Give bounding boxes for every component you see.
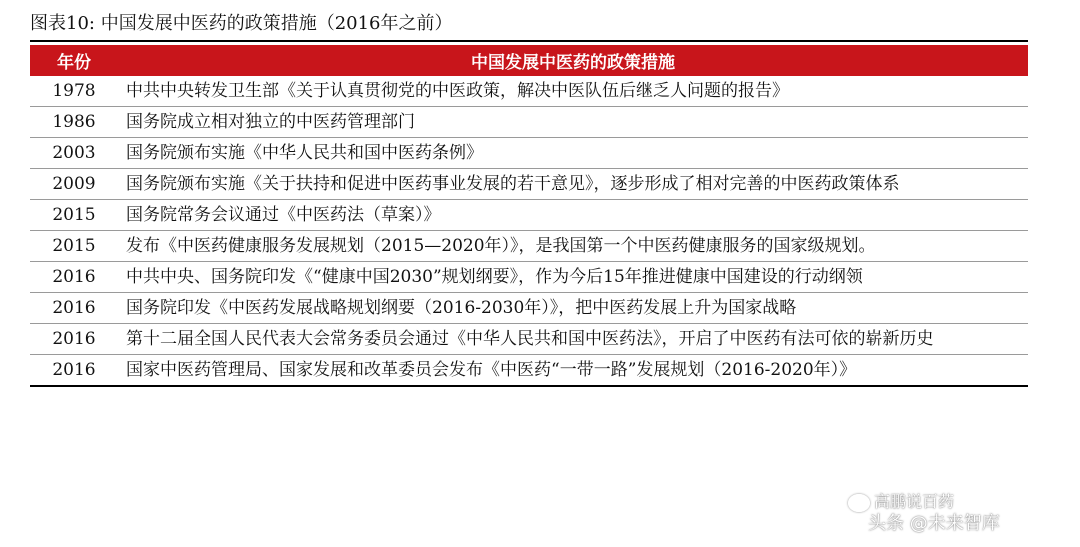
row-year: 1978: [30, 76, 118, 107]
table-row: [30, 138, 1028, 169]
row-year: 2016: [30, 262, 118, 293]
row-policy: 国务院印发《中医药发展战略规划纲要（2016-2030年）》，把中医药发展上升为国家战略: [118, 293, 1028, 324]
table-row: [30, 355, 1028, 387]
table-row: [30, 200, 1028, 231]
row-policy: 中共中央、国务院印发《“健康中国2030”规划纲要》，作为今后15年推进健康中国建设的行动纲领: [118, 262, 1028, 293]
row-policy: 国务院成立相对独立的中医药管理部门: [118, 107, 1028, 138]
watermark: [848, 489, 1058, 534]
row-policy: 国家中医药管理局、国家发展和改革委员会发布《中医药“一带一路”发展规划（2016-2020年）》: [118, 355, 1028, 387]
watermark-account: 高鹏说百药: [874, 492, 955, 511]
row-year: 2016: [30, 293, 118, 324]
row-policy: 国务院颁布实施《中华人民共和国中医药条例》: [118, 138, 1028, 169]
row-policy: 发布《中医药健康服务发展规划（2015—2020年）》，是我国第一个中医药健康服务的国家级规划。: [118, 231, 1028, 262]
row-year: 2015: [30, 200, 118, 231]
row-policy: 国务院常务会议通过《中医药法（草案）》: [118, 200, 1028, 231]
row-year: 1986: [30, 107, 118, 138]
table-row: [30, 169, 1028, 200]
wechat-icon: [848, 494, 870, 512]
table-header-row: [30, 45, 1028, 76]
row-year: 2009: [30, 169, 118, 200]
row-year: 2003: [30, 138, 118, 169]
watermark-source: 头条 @未来智库: [868, 513, 1000, 534]
policy-table: [30, 45, 1028, 387]
figure-caption: 图表10: 中国发展中医药的政策措施（2016年之前）: [30, 13, 453, 34]
table-row: [30, 231, 1028, 262]
table-row: [30, 293, 1028, 324]
header-policy: 中国发展中医药的政策措施: [118, 45, 1028, 76]
table-row: [30, 324, 1028, 355]
top-rule: [30, 40, 1028, 42]
row-year: 2016: [30, 355, 118, 387]
row-year: 2016: [30, 324, 118, 355]
row-year: 2015: [30, 231, 118, 262]
table-row: [30, 107, 1028, 138]
row-policy: 国务院颁布实施《关于扶持和促进中医药事业发展的若干意见》，逐步形成了相对完善的中医药政策体系: [118, 169, 1028, 200]
row-policy: 中共中央转发卫生部《关于认真贯彻党的中医政策，解决中医队伍后继乏人问题的报告》: [118, 76, 1028, 107]
table-row: [30, 76, 1028, 107]
row-policy: 第十二届全国人民代表大会常务委员会通过《中华人民共和国中医药法》，开启了中医药有法可依的崭新历史: [118, 324, 1028, 355]
table-row: [30, 262, 1028, 293]
header-year: 年份: [30, 45, 118, 76]
